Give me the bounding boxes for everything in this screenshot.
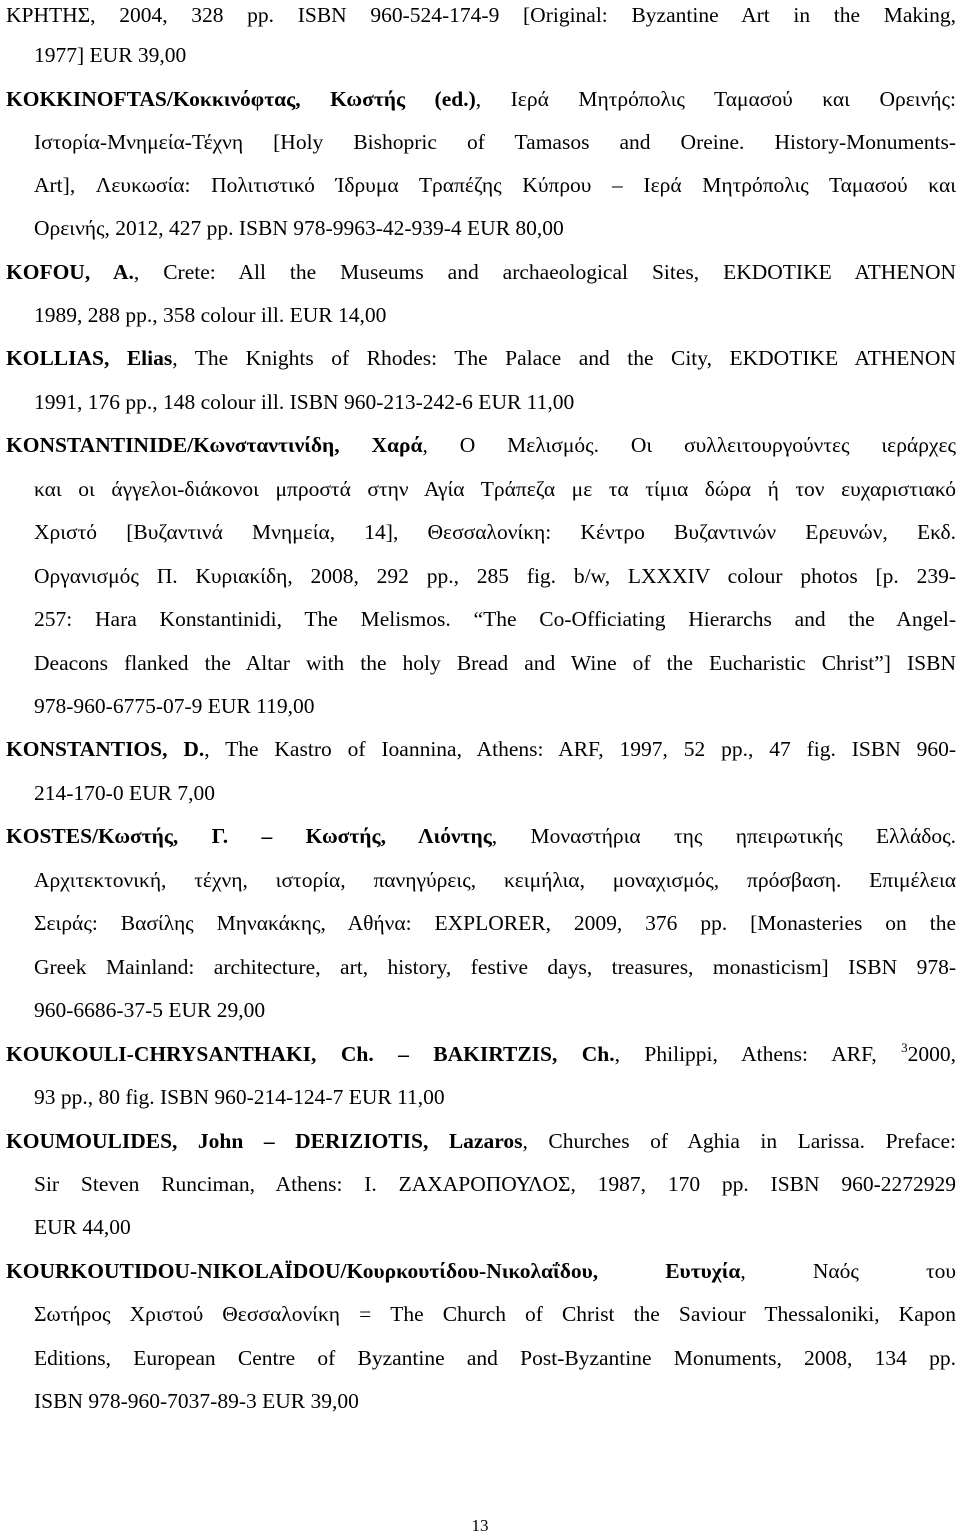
- author-name: KOUMOULIDES, John – DERIZIOTIS, Lazaros: [6, 1129, 523, 1153]
- entry-line: KOFOU, A., Crete: All the Museums and archaeological Sites, EKDOTIKE ATHENON: [6, 260, 956, 284]
- entry-line: KOSTES/Κωστής, Γ. – Κωστής, Λιόντης, Μοναστήρια της ηπειρωτικής Ελλάδος.: [6, 824, 956, 848]
- entry-line: KOLLIAS, Elias, The Knights of Rhodes: The Palace and the City, EKDOTIKE ATHENON: [6, 346, 956, 370]
- entry-line: Σειράς: Βασίλης Μηνακάκης, Αθήνα: EXPLORER, 2009, 376 pp. [Monasteries on the: [34, 911, 956, 935]
- author-name: KONSTANTIOS, D.: [6, 737, 205, 761]
- entry-line: 257: Hara Konstantinidi, The Melismos. “The Co-Officiating Hierarchs and the Angel-: [34, 607, 956, 631]
- entry-line: ΚΡΗΤΗΣ, 2004, 328 pp. ISBN 960-524-174-9 [Original: Byzantine Art in the Making,: [6, 3, 956, 27]
- entry-line: KOKKINOFTAS/Κοκκινόφτας, Κωστής (ed.), Ιερά Μητρόπολις Ταμασού και Ορεινής:: [6, 87, 956, 111]
- entry-line: KOURKOUTIDOU-NIKOLAÏDOU/Κουρκουτίδου-Νικολαΐδου, Ευτυχία, Ναός του: [6, 1259, 956, 1283]
- entry-line: Deacons flanked the Altar with the holy Bread and Wine of the Eucharistic Christ”] ISBN: [34, 651, 956, 675]
- entry-line: Editions, European Centre of Byzantine and Post-Byzantine Monuments, 2008, 134 pp.: [34, 1346, 956, 1370]
- bibliography-page: [6, 0, 956, 1536]
- author-name: KOLLIAS, Elias: [6, 346, 173, 370]
- entry-line: 1977] EUR 39,00: [34, 43, 187, 67]
- entry-line: Αρχιτεκτονική, τέχνη, ιστορία, πανηγύρεις, κειμήλια, μοναχισμός, πρόσβαση. Επιμέλεια: [34, 868, 956, 892]
- entry-line: Sir Steven Runciman, Athens: I. ΖΑΧΑΡΟΠΟΥΛΟΣ, 1987, 170 pp. ISBN 960-2272929: [34, 1172, 956, 1196]
- entry-line: 214-170-0 EUR 7,00: [34, 781, 215, 805]
- author-name: KONSTANTINIDE/Κωνσταντινίδη, Χαρά: [6, 433, 423, 457]
- author-name: KOSTES/Κωστής, Γ. – Κωστής, Λιόντης: [6, 824, 492, 848]
- entry-line: EUR 44,00: [34, 1215, 131, 1239]
- entry-line: Ιστορία-Μνημεία-Τέχνη [Holy Bishopric of Tamasos and Oreine. History-Monuments-: [34, 130, 956, 154]
- entry-line: ISBN 978-960-7037-89-3 EUR 39,00: [34, 1389, 359, 1413]
- author-name: KOUKOULI-CHRYSANTHAKI, Ch. – BAKIRTZIS, Ch.: [6, 1042, 615, 1066]
- entry-line: KOUKOULI-CHRYSANTHAKI, Ch. – BAKIRTZIS, Ch., Philippi, Athens: ARF, $^3$2000,: [6, 1040, 956, 1066]
- entry-line: 978-960-6775-07-9 EUR 119,00: [34, 694, 315, 718]
- entry-line: 960-6686-37-5 EUR 29,00: [34, 998, 266, 1022]
- entry-line: Οργανισμός Π. Κυριακίδη, 2008, 292 pp., 285 fig. b/w, LXXXIV colour photos [p. 239-: [34, 564, 956, 588]
- entry-line: 1989, 288 pp., 358 colour ill. EUR 14,00: [34, 303, 387, 327]
- entry-line: και οι άγγελοι-διάκονοι μπροστά στην Αγία Τράπεζα με τα τίμια δώρα ή τον ευχαριστιακό: [34, 477, 956, 501]
- entry-line: Ορεινής, 2012, 427 pp. ISBN 978-9963-42-939-4 EUR 80,00: [34, 216, 564, 240]
- author-name: KOURKOUTIDOU-NIKOLAÏDOU/Κουρκουτίδου-Νικολαΐδου, Ευτυχία: [6, 1259, 741, 1283]
- entry-line: KONSTANTINIDE/Κωνσταντινίδη, Χαρά, Ο Μελισμός. Οι συλλειτουργούντες ιεράρχες: [6, 433, 956, 457]
- entry-line: Σωτήρος Χριστού Θεσσαλονίκη = The Church of Christ the Saviour Thessaloniki, Kapon: [34, 1302, 956, 1326]
- entry-line: KOUMOULIDES, John – DERIZIOTIS, Lazaros, Churches of Aghia in Larissa. Preface:: [6, 1129, 956, 1153]
- entry-line: 93 pp., 80 fig. ISBN 960-214-124-7 EUR 11,00: [34, 1085, 445, 1109]
- edition-superscript: 3: [901, 1040, 908, 1055]
- page-number: 13: [471, 1516, 489, 1535]
- author-name: KOFOU, A.: [6, 260, 134, 284]
- entry-line: Χριστό [Βυζαντινά Μνημεία, 14], Θεσσαλονίκη: Κέντρο Βυζαντινών Ερευνών, Εκδ.: [34, 520, 956, 544]
- entry-line: KONSTANTIOS, D., The Kastro of Ioannina, Athens: ARF, 1997, 52 pp., 47 fig. ISBN 960-: [6, 737, 956, 761]
- entry-line: Greek Mainland: architecture, art, history, festive days, treasures, monasticism] ISBN 978-: [34, 955, 956, 979]
- author-name: KOKKINOFTAS/Κοκκινόφτας, Κωστής (ed.): [6, 87, 476, 111]
- entry-line: Art], Λευκωσία: Πολιτιστικό Ίδρυμα Τραπέζης Κύπρου – Ιερά Μητρόπολις Ταμασού και: [34, 173, 956, 197]
- entry-line: 1991, 176 pp., 148 colour ill. ISBN 960-213-242-6 EUR 11,00: [34, 390, 575, 414]
